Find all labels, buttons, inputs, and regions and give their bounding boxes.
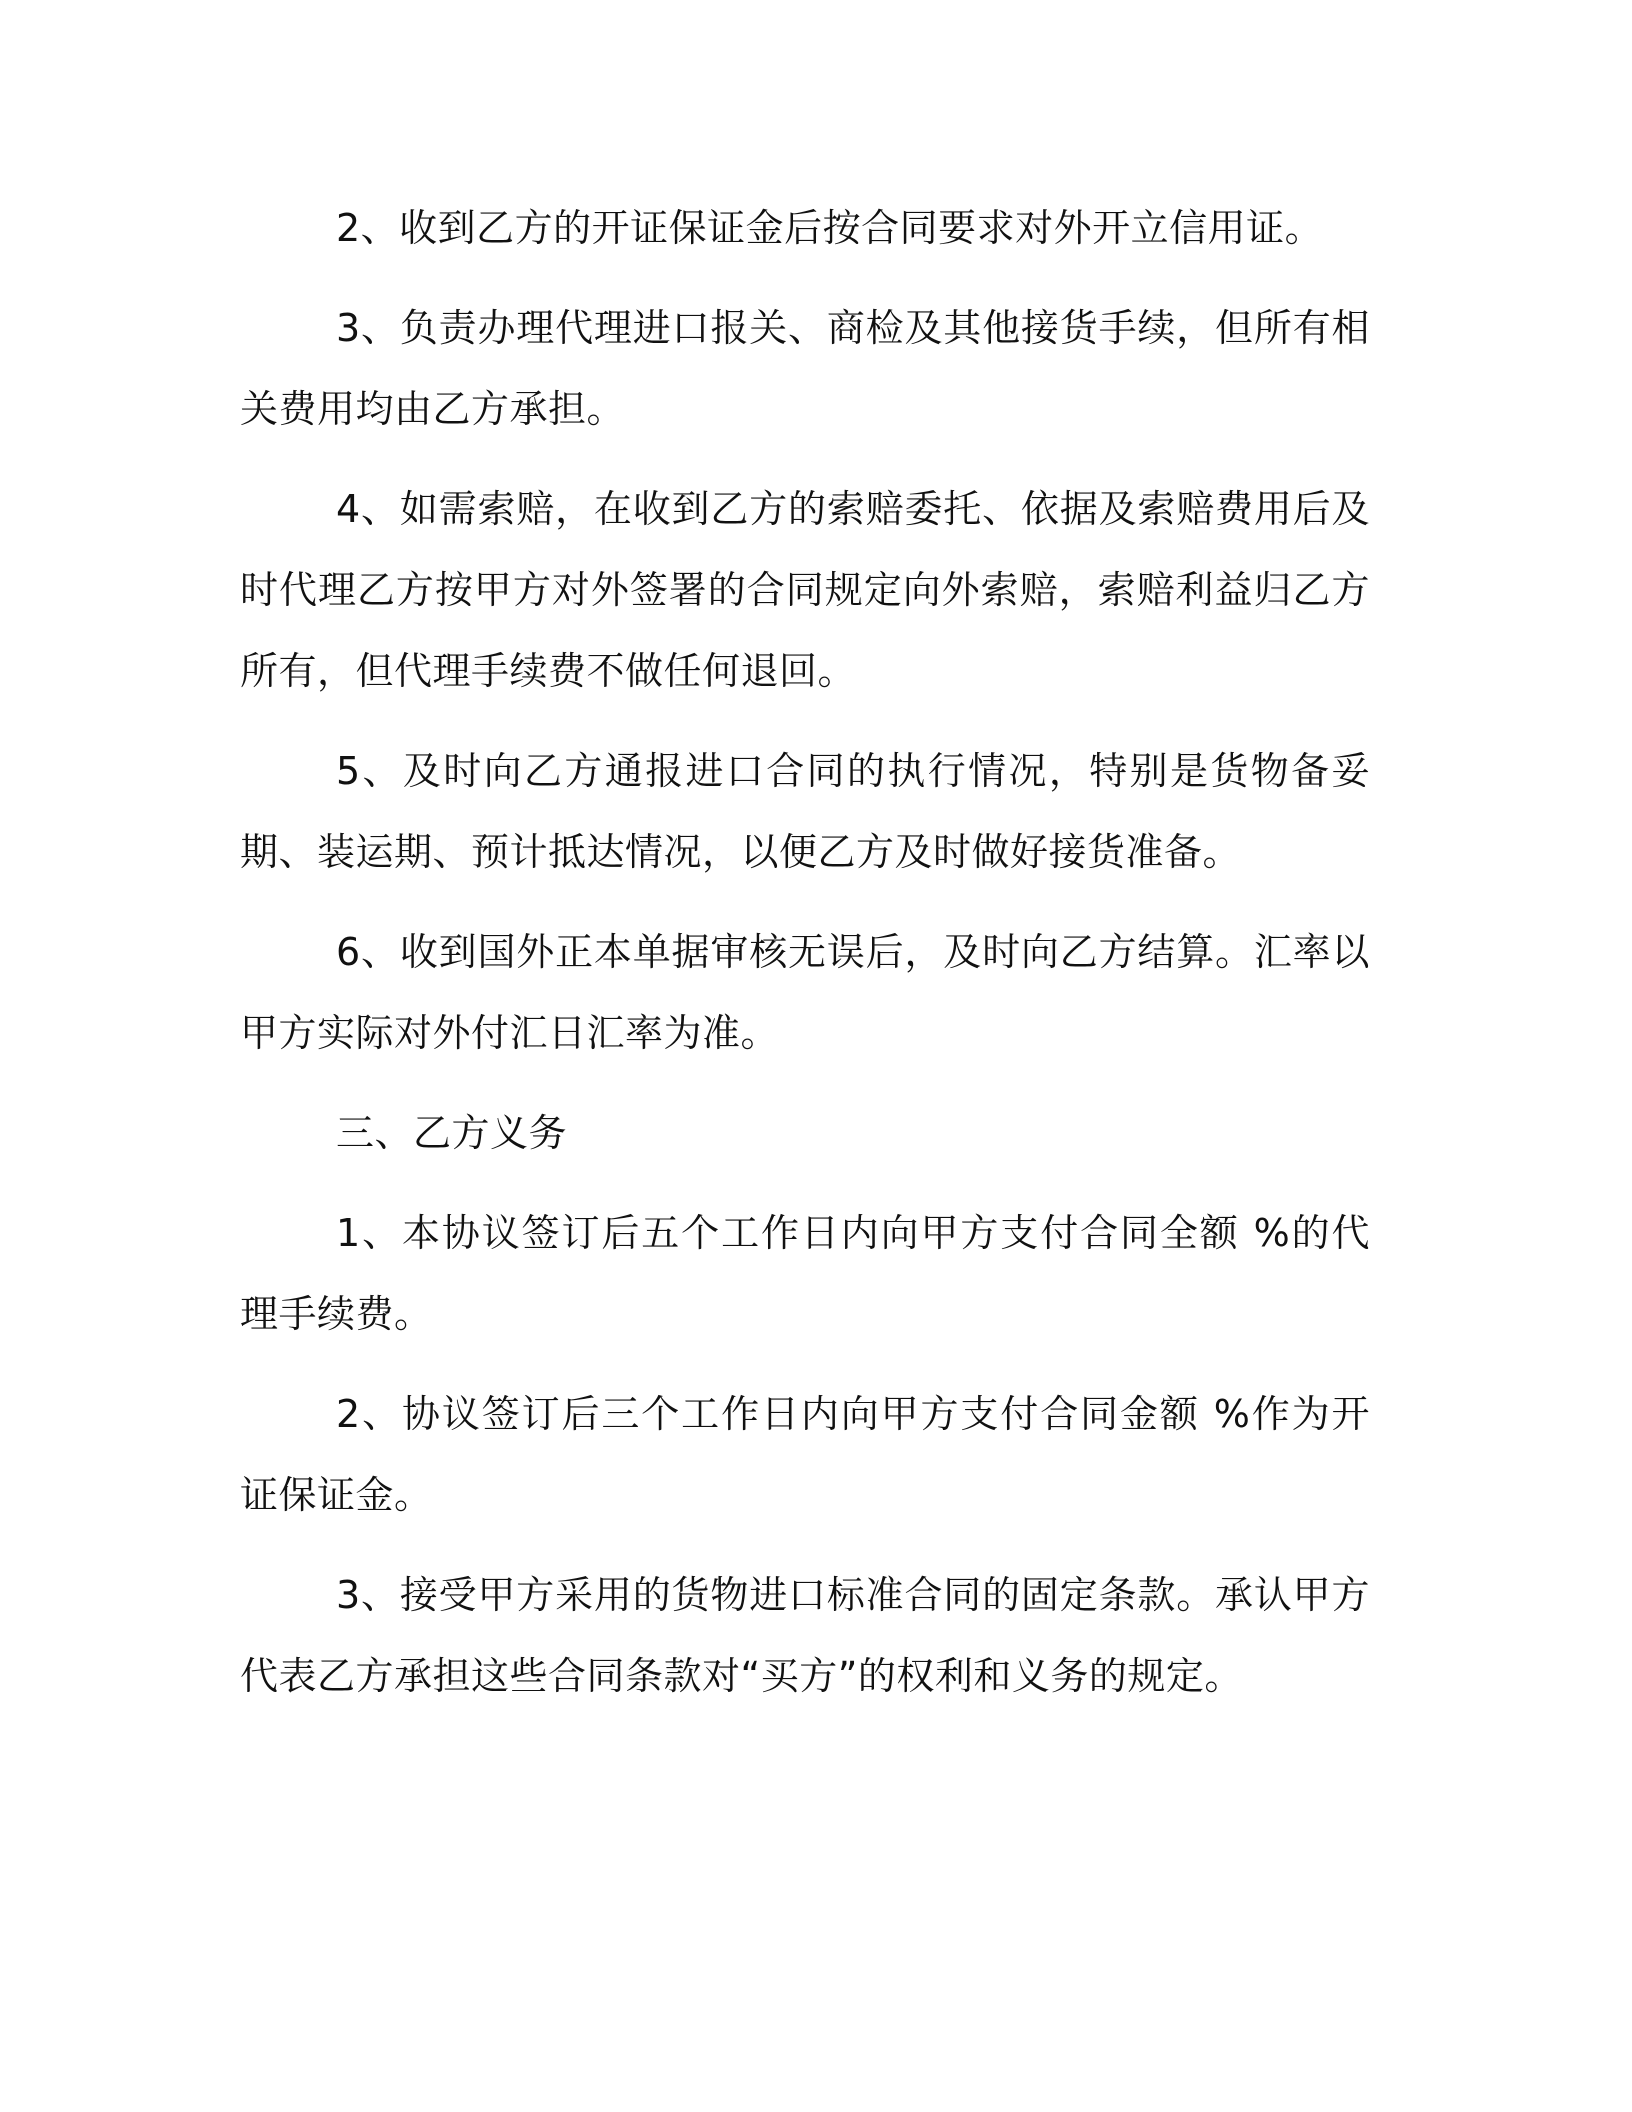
clause-a4: 4、如需索赔，在收到乙方的索赔委托、依据及索赔费用后及时代理乙方按甲方对外签署的合同规定向外索赔，索赔利益归乙方所有，但代理手续费不做任何退回。 (240, 487, 1370, 693)
clause-a2: 2、收到乙方的开证保证金后按合同要求对外开立信用证。 (336, 206, 1324, 250)
section-heading-party-b-obligations: 三、乙方义务 (336, 1111, 568, 1155)
clause-b1: 1、本协议签订后五个工作日内向甲方支付合同全额 %的代理手续费。 (240, 1211, 1370, 1336)
clause-a5: 5、及时向乙方通报进口合同的执行情况，特别是货物备妥期、装运期、预计抵达情况，以便乙方及时做好接货准备。 (240, 749, 1370, 874)
document-body (240, 188, 1370, 1736)
clause-a6: 6、收到国外正本单据审核无误后，及时向乙方结算。汇率以甲方实际对外付汇日汇率为准。 (240, 930, 1370, 1055)
clause-b2: 2、协议签订后三个工作日内向甲方支付合同金额 %作为开证保证金。 (240, 1392, 1370, 1517)
clause-a3: 3、负责办理代理进口报关、商检及其他接货手续，但所有相关费用均由乙方承担。 (240, 306, 1370, 431)
clause-b3: 3、接受甲方采用的货物进口标准合同的固定条款。承认甲方代表乙方承担这些合同条款对“买方”的权利和义务的规定。 (240, 1573, 1370, 1698)
